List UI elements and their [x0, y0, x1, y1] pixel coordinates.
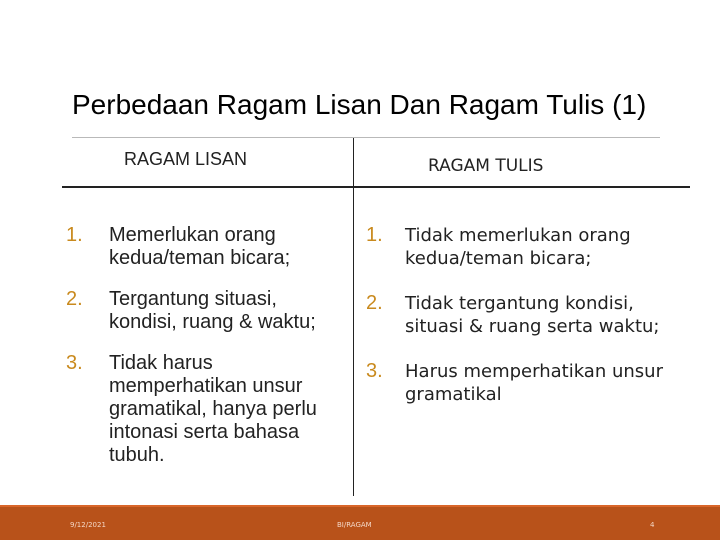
list-item-text: Memerlukan orang kedua/teman bicara;: [109, 224, 291, 269]
left-column-header: RAGAM LISAN: [124, 149, 248, 169]
list-item: [66, 352, 350, 467]
list-number: 3.: [366, 360, 383, 382]
footer-bar: [0, 505, 720, 540]
list-item: [366, 292, 666, 338]
column-divider: [353, 138, 354, 496]
footer-label: BI/RAGAM: [337, 521, 372, 529]
list-item: [66, 224, 350, 270]
list-item: [366, 360, 666, 406]
list-number: 1.: [366, 224, 383, 246]
list-number: 2.: [66, 288, 83, 310]
right-column-header: RAGAM TULIS: [428, 156, 544, 176]
list-item-text: Tidak memerlukan orang kedua/teman bicara;: [405, 225, 631, 269]
list-number: 3.: [66, 352, 83, 374]
lisan-list: [66, 224, 350, 467]
list-item-text: Tergantung situasi, kondisi, ruang & waktu;: [109, 288, 316, 333]
page-number: 4: [650, 521, 655, 529]
list-item: [366, 224, 666, 270]
slide-title: Perbedaan Ragam Lisan Dan Ragam Tulis (1): [72, 89, 647, 120]
list-item: [66, 288, 350, 334]
list-item-text: Tidak harus memperhatikan unsur gramatikal, hanya perlu intonasi serta bahasa tubuh.: [109, 352, 317, 466]
footer-date: 9/12/2021: [70, 521, 106, 529]
title-divider: [72, 137, 660, 138]
header-divider: [62, 186, 690, 188]
list-item-text: Harus memperhatikan unsur gramatikal: [405, 361, 663, 405]
list-number: 1.: [66, 224, 83, 246]
list-item-text: Tidak tergantung kondisi, situasi & ruang serta waktu;: [405, 293, 660, 337]
tulis-list: [366, 224, 666, 406]
list-number: 2.: [366, 292, 383, 314]
